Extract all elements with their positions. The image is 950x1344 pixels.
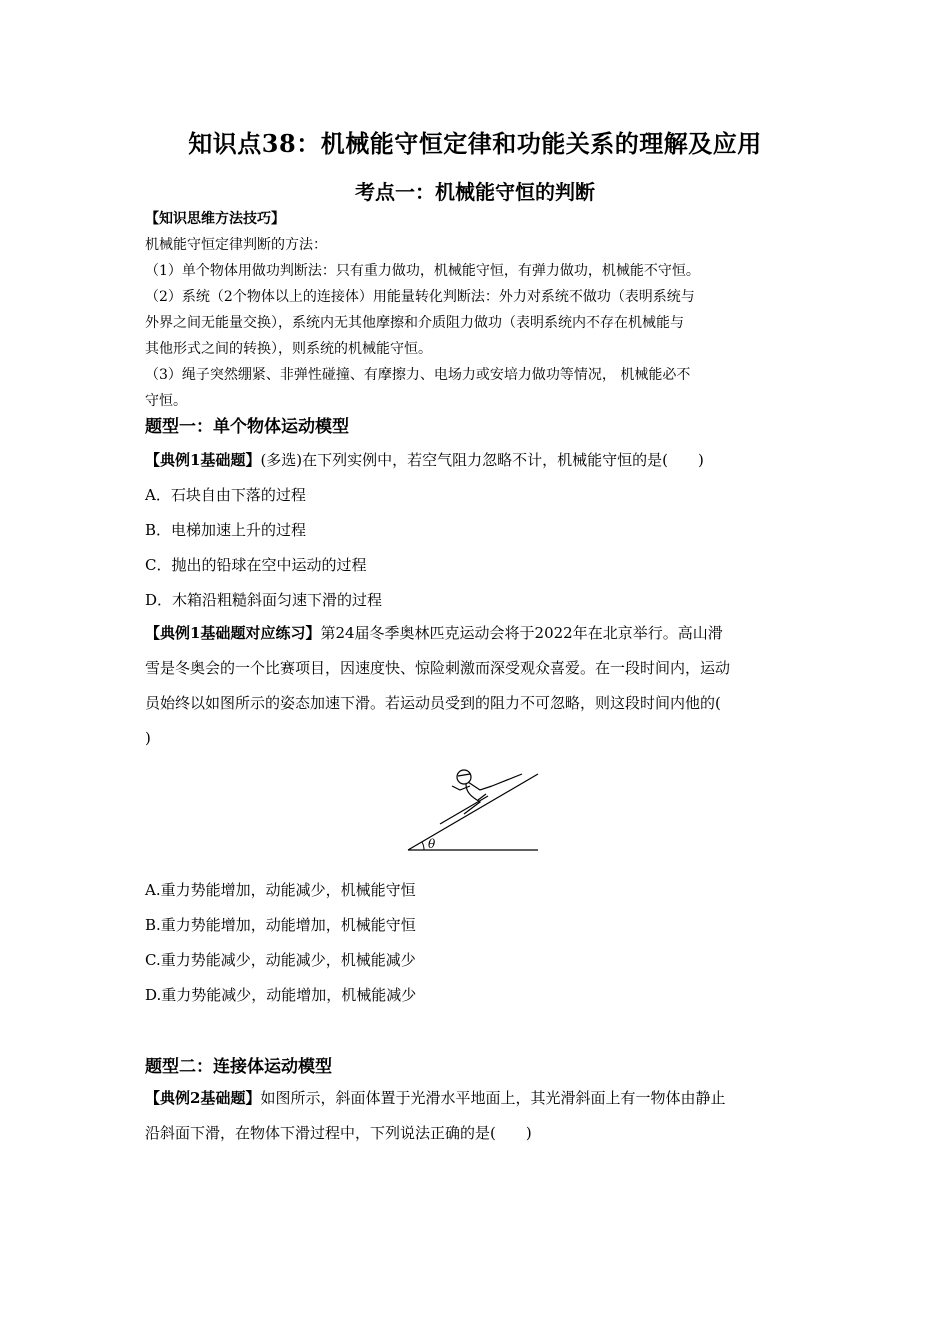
practice-question bbox=[145, 616, 807, 756]
example1-option-a: A．石块自由下落的过程 bbox=[145, 486, 306, 504]
angle-label: θ bbox=[428, 837, 436, 851]
practice-line-3: 员始终以如图所示的姿态加速下滑。若运动员受到的阻力不可忽略，则这段时间内他的( bbox=[145, 694, 721, 712]
page-title: 知识点38：机械能守恒定律和功能关系的理解及应用 bbox=[188, 129, 762, 158]
angle-arc bbox=[422, 842, 424, 850]
example1-tag: 【典例1基础题】 bbox=[145, 451, 261, 469]
method-point-2-line-2: 外界之间无能量交换），系统内无其他摩擦和介质阻力做功（表明系统内不存在机械能与 bbox=[145, 315, 684, 331]
method-point-3-line-2: 守恒。 bbox=[145, 393, 187, 409]
method-point-1: （1）单个物体用做功判断法：只有重力做功，机械能守恒，有弹力做功，机械能不守恒。 bbox=[145, 263, 700, 279]
example1-option-d: D．木箱沿粗糙斜面匀速下滑的过程 bbox=[145, 591, 383, 609]
method-heading: 【知识思维方法技巧】 bbox=[145, 211, 285, 227]
skier-icon bbox=[440, 770, 522, 824]
method-point-2-line-3: 其他形式之间的转换），则系统的机械能守恒。 bbox=[145, 341, 432, 357]
practice-line-1: 第24届冬季奥林匹克运动会将于2022年在北京举行。高山滑 bbox=[320, 624, 723, 642]
type2-heading: 题型二：连接体运动模型 bbox=[145, 1057, 332, 1077]
method-text bbox=[145, 232, 807, 414]
example2-line-2: 沿斜面下滑，在物体下滑过程中，下列说法正确的是( ) bbox=[145, 1124, 532, 1142]
method-intro: 机械能守恒定律判断的方法： bbox=[145, 237, 327, 253]
example2-tag: 【典例2基础题】 bbox=[145, 1089, 261, 1107]
section-subtitle: 考点一：机械能守恒的判断 bbox=[355, 180, 595, 204]
method-point-2-line-1: （2）系统（2个物体以上的连接体）用能量转化判断法：外力对系统不做功（表明系统与 bbox=[145, 289, 695, 305]
practice-option-a: A.重力势能增加，动能减少，机械能守恒 bbox=[145, 881, 416, 899]
example2-line-1: 如图所示，斜面体置于光滑水平地面上，其光滑斜面上有一物体由静止 bbox=[260, 1089, 726, 1107]
type1-heading: 题型一：单个物体运动模型 bbox=[145, 417, 349, 437]
example1-stem: (多选)在下列实例中，若空气阻力忽略不计，机械能守恒的是( ) bbox=[260, 451, 704, 469]
practice-option-d: D.重力势能减少，动能增加，机械能减少 bbox=[145, 986, 417, 1004]
practice-option-c: C.重力势能减少，动能减少，机械能减少 bbox=[145, 951, 416, 969]
practice-line-4: ) bbox=[145, 729, 151, 747]
skier-slope-figure bbox=[400, 764, 545, 856]
example1-question bbox=[145, 449, 807, 470]
example2-question bbox=[145, 1081, 807, 1151]
practice-tag: 【典例1基础题对应练习】 bbox=[145, 624, 321, 642]
practice-option-b: B.重力势能增加，动能增加，机械能守恒 bbox=[145, 916, 416, 934]
example1-option-b: B．电梯加速上升的过程 bbox=[145, 521, 307, 539]
method-point-3-line-1: （3）绳子突然绷紧、非弹性碰撞、有摩擦力、电场力或安培力做功等情况， 机械能必不 bbox=[145, 367, 691, 383]
practice-line-2: 雪是冬奥会的一个比赛项目，因速度快、惊险刺激而深受观众喜爱。在一段时间内，运动 bbox=[145, 659, 731, 677]
example1-option-c: C．抛出的铅球在空中运动的过程 bbox=[145, 556, 367, 574]
